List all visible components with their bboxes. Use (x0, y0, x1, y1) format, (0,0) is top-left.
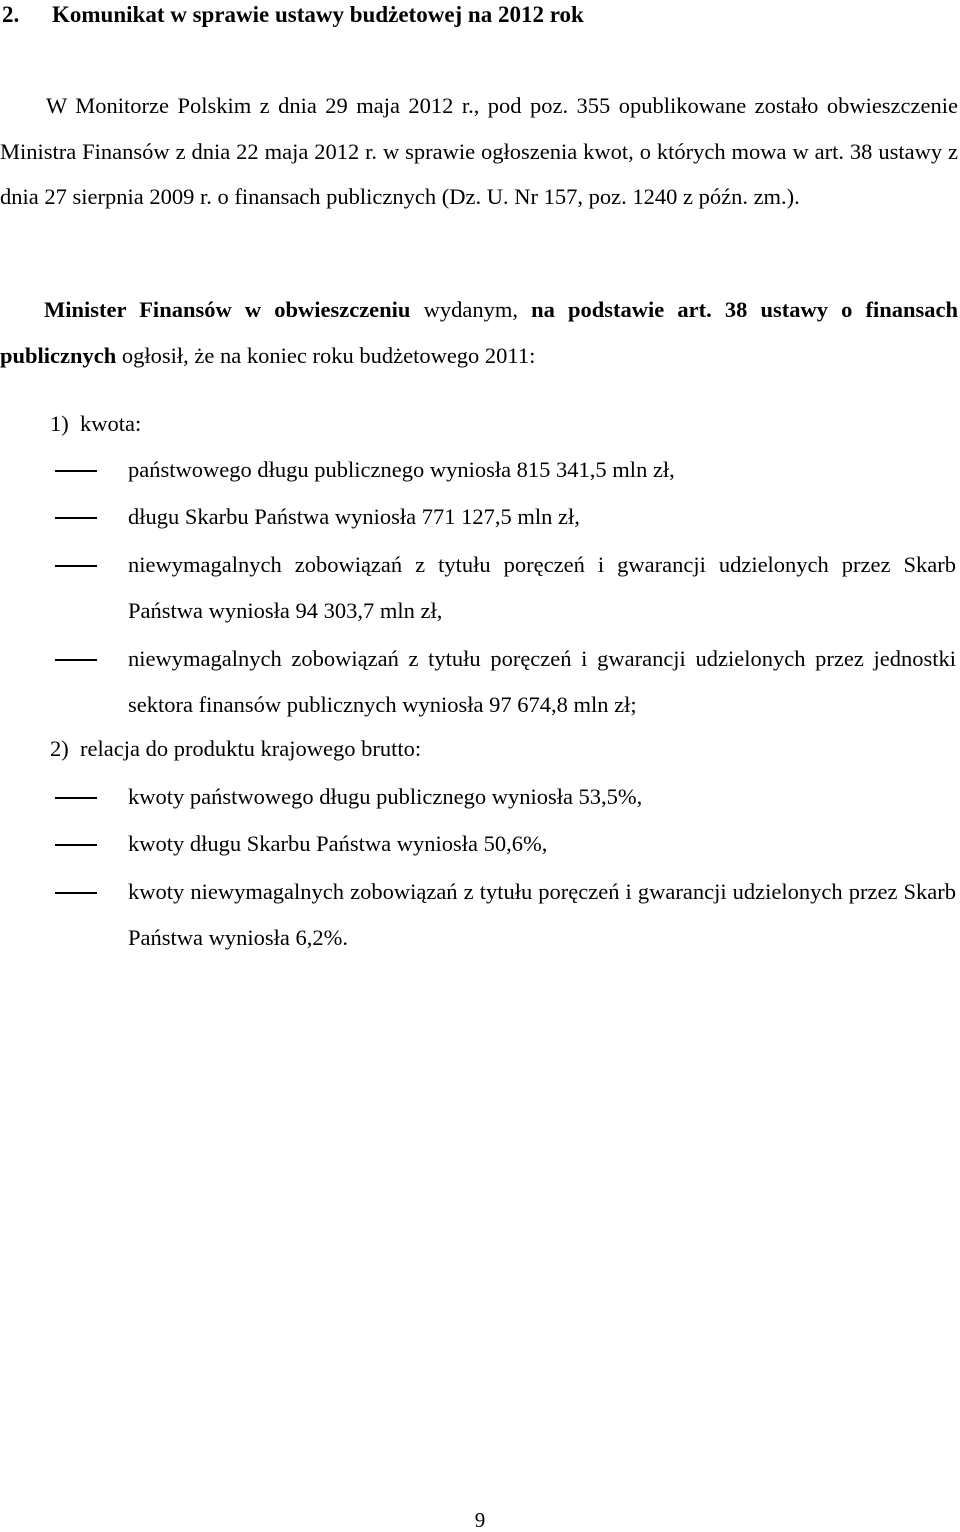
paragraph-minister-text-1: wydanym, (410, 297, 532, 322)
sub-list-item-text: niewymagalnych zobowiązań z tytułu poręczeń i gwarancji udzielonych przez Skarb Państwa wyniosła 94 303,7 mln zł, (128, 552, 956, 623)
paragraph-monitor: W Monitorze Polskim z dnia 29 maja 2012 r., pod poz. 355 opublikowane zostało obwieszczenie Ministra Finansów z dnia 22 maja 2012 r. w sprawie ogłoszenia kwot, o których mowa w art. 38 ustawy z dnia 27 sierpnia 2009 r. o finansach publicznych (Dz. U. Nr 157, poz. 1240 z późn. zm.). (0, 93, 958, 209)
list-item-number: 1) (50, 411, 69, 436)
page-number: 9 (474, 1508, 486, 1532)
sub-list-item-text: kwoty niewymagalnych zobowiązań z tytułu poręczeń i gwarancji udzielonych przez Skarb Państwa wyniosła 6,2%. (128, 879, 956, 950)
list-item-1 (50, 409, 141, 439)
dash-bullet (55, 659, 97, 661)
sub-list-item-text: kwoty państwowego długu publicznego wyniosła 53,5%, (128, 784, 643, 809)
dash-bullet (55, 565, 97, 567)
list-item-label: kwota: (80, 411, 142, 436)
dash-bullet (55, 517, 97, 519)
section-number: 2. (2, 2, 20, 27)
sub-list-item-text: kwoty długu Skarbu Państwa wyniosła 50,6%, (128, 831, 548, 856)
paragraph-minister-bold-1: Minister Finansów w obwieszczeniu (44, 297, 411, 322)
paragraph-minister-bold-2: na podstawie art. 38 ustawy o finansach publicznych (0, 297, 958, 368)
paragraph-minister (0, 287, 958, 378)
sub-list-item-text: niewymagalnych zobowiązań z tytułu poręczeń i gwarancji udzielonych przez jednostki sektora finansów publicznych wyniosła 97 674,8 mln zł; (128, 646, 956, 717)
dash-bullet (55, 470, 97, 472)
list-item-number: 2) (50, 736, 69, 761)
paragraph-minister-text-2: ogłosił, że na koniec roku budżetowego 2011: (116, 342, 536, 368)
list-item-2 (50, 734, 421, 764)
sub-list-item-text: państwowego długu publicznego wyniosła 815 341,5 mln zł, (128, 457, 675, 482)
dash-bullet (55, 797, 97, 799)
dash-bullet (55, 892, 97, 894)
sub-list-item-text: długu Skarbu Państwa wyniosła 771 127,5 mln zł, (128, 504, 580, 529)
list-item-label: relacja do produktu krajowego brutto: (80, 736, 422, 761)
dash-bullet (55, 844, 97, 846)
section-heading (2, 0, 584, 30)
section-title: Komunikat w sprawie ustawy budżetowej na 2012 rok (52, 2, 584, 27)
